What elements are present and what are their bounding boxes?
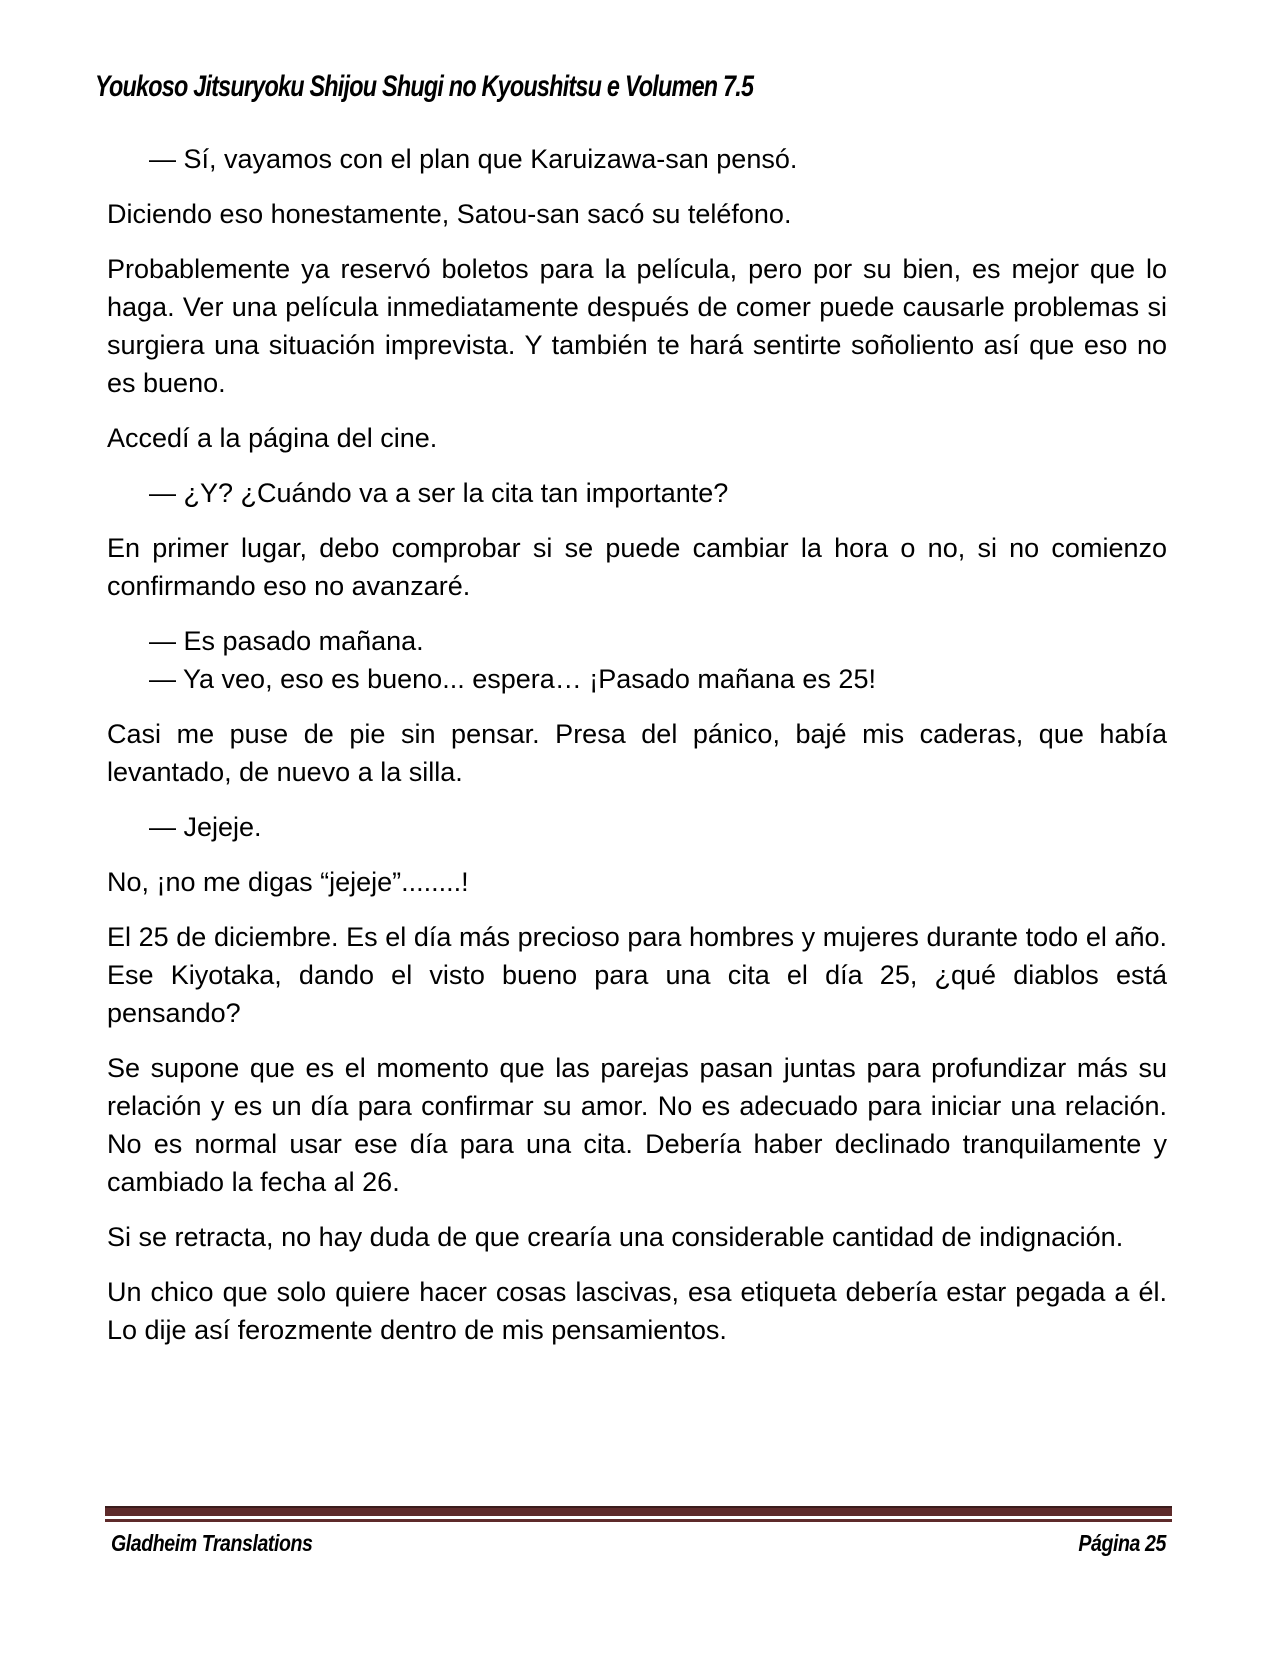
- paragraph: No, ¡no me digas “jejeje”........!: [107, 867, 469, 897]
- paragraph: Accedí a la página del cine.: [107, 423, 438, 453]
- footer-row: [105, 1530, 1172, 1557]
- dialogue-line: — Es pasado mañana.: [149, 626, 424, 656]
- page-header: [0, 0, 1280, 104]
- paragraph: Probablemente ya reservó boletos para la película, pero por su bien, es mejor que lo haga. Ver una película inmediatamente después de comer puede causarle problemas si surgiera una situación imprevista. Y también te hará sentirte soñoliento así que eso no es bueno.: [107, 254, 1167, 398]
- paragraph: En primer lugar, debo comprobar si se puede cambiar la hora o no, si no comienzo confirmando eso no avanzaré.: [107, 533, 1167, 601]
- footer-page-number: Página 25: [1078, 1530, 1166, 1556]
- document-body: [0, 140, 1280, 1349]
- footer-translator-credit: Gladheim Translations: [111, 1530, 313, 1556]
- footer-rule-thick: [105, 1506, 1172, 1516]
- paragraph: Se supone que es el momento que las parejas pasan juntas para profundizar más su relación y es un día para confirmar su amor. No es adecuado para iniciar una relación. No es normal usar ese día para una cita. Debería haber declinado tranquilamente y cambiado la fecha al 26.: [107, 1053, 1167, 1197]
- dialogue-line: — Sí, vayamos con el plan que Karuizawa-san pensó.: [149, 144, 798, 174]
- paragraph: Casi me puse de pie sin pensar. Presa del pánico, bajé mis caderas, que había levantado, de nuevo a la silla.: [107, 719, 1167, 787]
- paragraph: Si se retracta, no hay duda de que crearía una considerable cantidad de indignación.: [107, 1222, 1124, 1252]
- dialogue-line: — Ya veo, eso es bueno... espera… ¡Pasado mañana es 25!: [149, 664, 876, 694]
- header-title: Youkoso Jitsuryoku Shijou Shugi no Kyoushitsu e Volumen 7.5: [95, 70, 754, 103]
- paragraph: Un chico que solo quiere hacer cosas lascivas, esa etiqueta debería estar pegada a él. Lo dije así ferozmente dentro de mis pensamientos.: [107, 1277, 1167, 1345]
- dialogue-line: — ¿Y? ¿Cuándo va a ser la cita tan importante?: [149, 478, 729, 508]
- footer-rule-thin: [105, 1519, 1172, 1522]
- page-footer: [105, 1506, 1172, 1557]
- dialogue-line: — Jejeje.: [149, 812, 262, 842]
- paragraph: El 25 de diciembre. Es el día más precioso para hombres y mujeres durante todo el año. Ese Kiyotaka, dando el visto bueno para una cita el día 25, ¿qué diablos está pensando?: [107, 922, 1167, 1028]
- paragraph: Diciendo eso honestamente, Satou-san sacó su teléfono.: [107, 199, 792, 229]
